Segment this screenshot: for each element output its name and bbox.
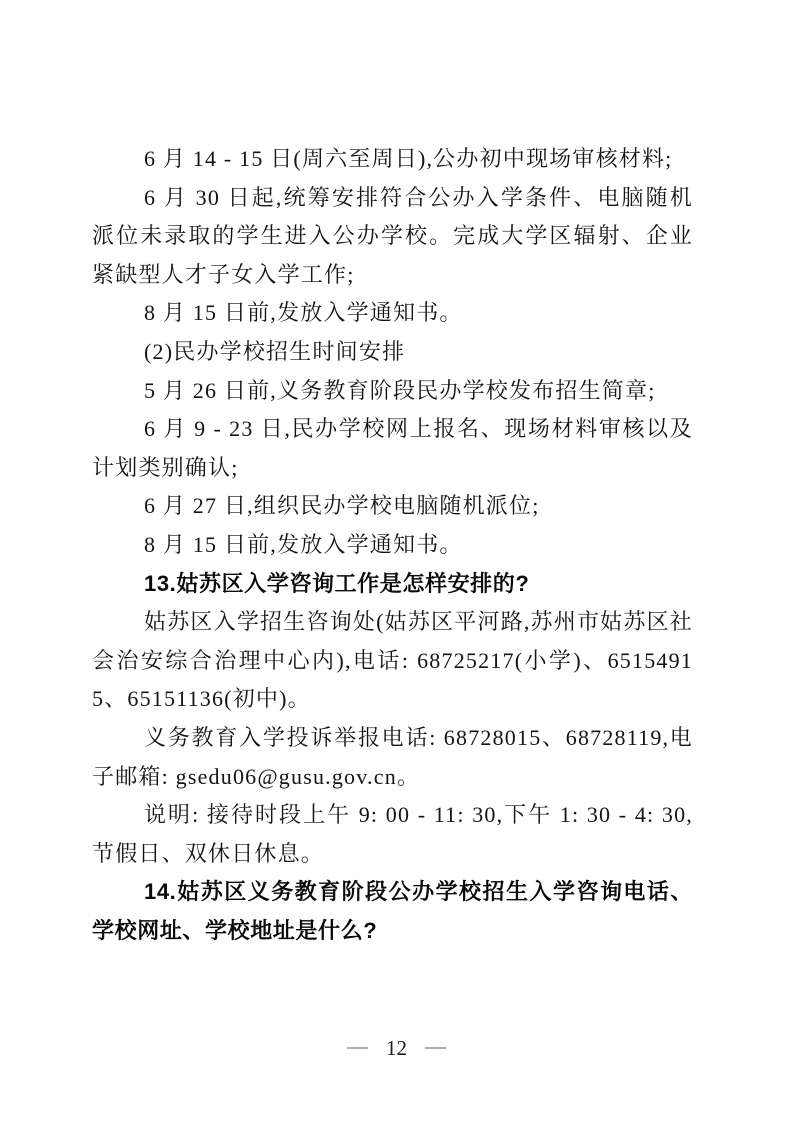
document-body — [92, 140, 693, 950]
paragraph-private-registration: 6 月 9 - 23 日,民办学校网上报名、现场材料审核以及计划类别确认; — [92, 416, 693, 480]
paragraph-office-hours: 说明: 接待时段上午 9: 00 - 11: 30,下午 1: 30 - 4: 30,节假日、双休日休息。 — [92, 802, 693, 866]
footer-left-dash: — — [347, 1034, 368, 1058]
paragraph-consult-office: 姑苏区入学招生咨询处(姑苏区平河路,苏州市姑苏区社会治安综合治理中心内),电话: 68725217(小学)、65154915、65151136(初中)。 — [92, 609, 693, 712]
question-heading-14: 14.姑苏区义务教育阶段公办学校招生入学咨询电话、学校网址、学校地址是什么? — [92, 879, 693, 943]
paragraph-schedule-notice: 8 月 15 日前,发放入学通知书。 — [144, 300, 463, 326]
paragraph-schedule-overall-arrange: 6 月 30 日起,统筹安排符合公办入学条件、电脑随机派位未录取的学生进入公办学校。完成大学区辐射、企业紧缺型人才子女入学工作; — [92, 184, 693, 287]
page-number: 12 — [386, 1036, 407, 1060]
footer-right-dash: — — [425, 1034, 446, 1058]
paragraph-complaint-hotline: 义务教育入学投诉举报电话: 68728015、68728119,电子邮箱: gsedu06@gusu.gov.cn。 — [92, 724, 693, 789]
paragraph-schedule-public-review: 6 月 14 - 15 日(周六至周日),公办初中现场审核材料; — [144, 146, 673, 171]
paragraph-private-brochure: 5 月 26 日前,义务教育阶段民办学校发布招生简章; — [144, 377, 656, 403]
page-footer — [0, 1036, 793, 1061]
question-heading-13: 13.姑苏区入学咨询工作是怎样安排的? — [144, 570, 530, 596]
paragraph-private-lottery: 6 月 27 日,组织民办学校电脑随机派位; — [144, 493, 540, 519]
paragraph-private-schedule-title: (2)民办学校招生时间安排 — [144, 338, 406, 364]
paragraph-private-notice: 8 月 15 日前,发放入学通知书。 — [144, 531, 463, 557]
